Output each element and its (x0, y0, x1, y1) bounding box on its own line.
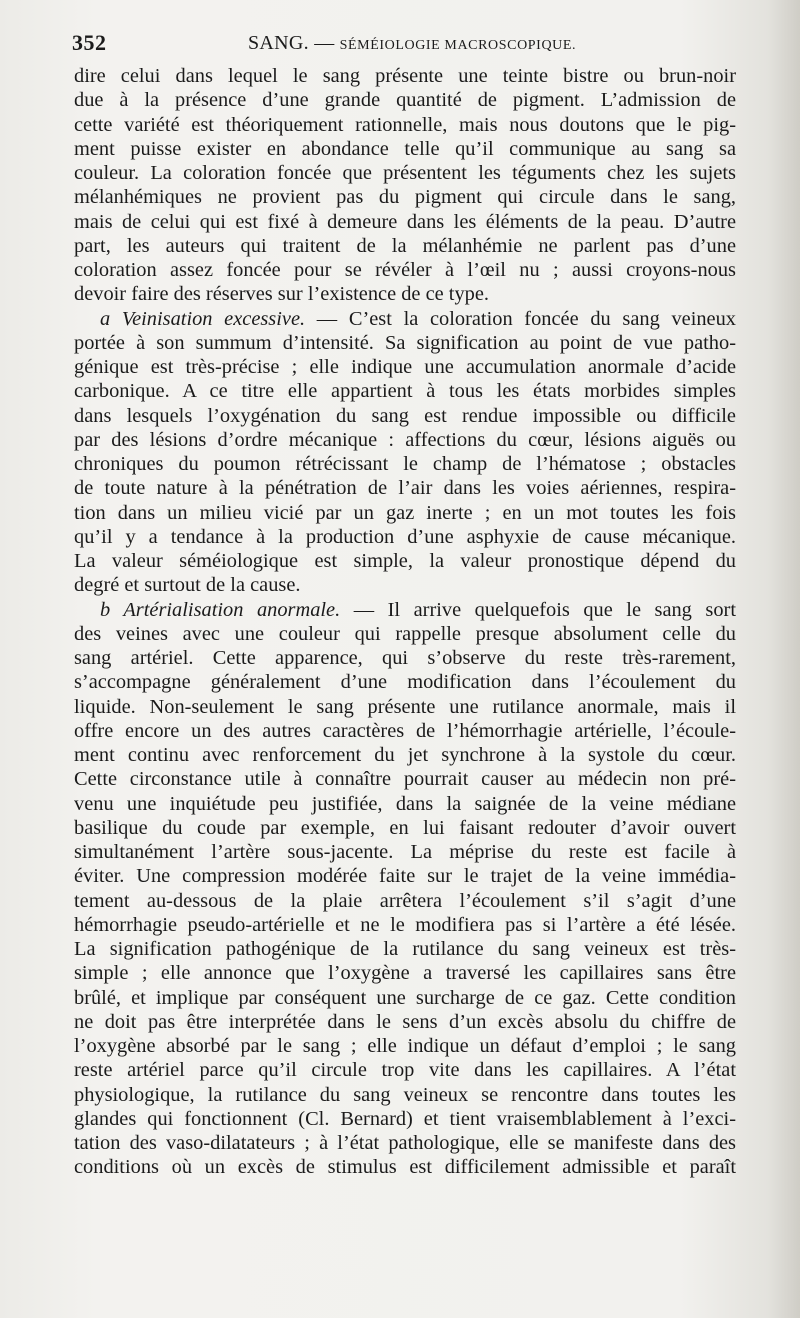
text-line: l’oxygène absorbé par le sang ; elle indique un défaut d’emploi ; le sang (74, 1035, 736, 1057)
page-number: 352 (72, 30, 107, 55)
text-line: carbonique. A ce titre elle appartient à tous les états morbides simples (74, 380, 736, 403)
text-line: due à la présence d’une grande quantité de pigment. L’admission de (74, 89, 736, 112)
text-line: — C’est la coloration foncée du sang veineux (305, 307, 736, 330)
text-line: ne doit pas être interprétée dans le sens d’un excès absolu du chiffre de (74, 1010, 736, 1033)
text-line: brûlé, et implique par conséquent une surcharge de ce gaz. Cette condition (74, 986, 736, 1009)
text-line: mais de celui qui est fixé à demeure dans les éléments de la peau. D’autre (74, 210, 736, 233)
text-line: coloration assez foncée pour se révéler à l’œil nu ; aussi croyons-nous (74, 259, 736, 281)
text-line: mélanhémiques ne provient pas du pigment qui circule dans le sang, (74, 186, 736, 209)
text-line: liquide. Non-seulement le sang présente une rutilance anormale, mais il (74, 695, 736, 718)
text-line: glandes qui fonctionnent (Cl. Bernard) et tient vraisemblablement à l’exci- (74, 1107, 736, 1130)
text-line: — Il arrive quelquefois que le sang sort (340, 598, 736, 621)
text-line: physiologique, la rutilance du sang veineux se rencontre dans toutes les (74, 1083, 736, 1106)
text-line: chroniques du poumon rétrécissant le champ de l’hématose ; obstacles (74, 453, 736, 475)
text-line: La signification pathogénique de la rutilance du sang veineux est très- (74, 938, 736, 960)
text-line: Cette circonstance utile à connaître pourrait causer au médecin non pré- (74, 768, 736, 791)
section-heading-b: b Artérialisation anormale. (100, 598, 341, 621)
text-line: tion dans un milieu vicié par un gaz inerte ; en un mot toutes les fois (74, 501, 736, 524)
text-line: reste artériel parce qu’il circule trop vite dans les capillaires. A l’état (74, 1059, 736, 1082)
text-line: s’accompagne généralement d’une modification dans l’écoulement du (74, 671, 736, 694)
text-line: qu’il y a tendance à la production d’une asphyxie de cause mécanique. (74, 525, 736, 548)
body-text (74, 64, 736, 1180)
text-line: couleur. La coloration foncée que présentent les téguments chez les sujets (74, 162, 736, 184)
text-line: part, les auteurs qui traitent de la mélanhémie ne parlent pas d’une (74, 234, 736, 257)
text-line: basilique du coude par exemple, en lui faisant redouter d’avoir ouvert (74, 816, 736, 839)
paragraph-veinisation (74, 307, 736, 598)
intro-paragraph (74, 64, 736, 307)
text-line: simple ; elle annonce que l’oxygène a traversé les capillaires sans être (74, 962, 736, 985)
text-line: éviter. Une compression modérée faite sur le trajet de la veine immédia- (74, 865, 736, 888)
text-line: sang artériel. Cette apparence, qui s’observe du reste très-rarement, (74, 647, 736, 669)
text-line: génique est très-précise ; elle indique une accumulation anormale d’acide (74, 356, 736, 378)
text-line: devoir faire des réserves sur l’existence de ce type. (74, 283, 489, 306)
running-title (248, 32, 576, 55)
page-header (72, 30, 752, 58)
text-line: de toute nature à la pénétration de l’air dans les voies aériennes, respira- (74, 477, 736, 500)
text-line: cette variété est théoriquement rationnelle, mais nous doutons que le pig- (74, 113, 736, 136)
section-heading-a: a Veinisation excessive. (100, 307, 306, 330)
text-line: portée à son summum d’intensité. Sa signification au point de vue patho- (74, 331, 736, 354)
text-line: hémorrhagie pseudo-artérielle et ne le modifiera pas si l’artère a été lésée. (74, 913, 736, 936)
text-line: degré et surtout de la cause. (74, 574, 301, 597)
text-line: La valeur séméiologique est simple, la valeur pronostique dépend du (74, 550, 736, 572)
running-title-sub: SÉMÉIOLOGIE MACROSCOPIQUE. (339, 38, 577, 53)
text-line: simultanément l’artère sous-jacente. La méprise du reste est facile à (74, 841, 736, 863)
text-line: tation des vaso-dilatateurs ; à l’état pathologique, elle se manifeste dans des (74, 1132, 736, 1154)
paragraph-first-line (74, 598, 736, 622)
text-line: tement au-dessous de la plaie arrêtera l’écoulement s’il s’agit d’une (74, 889, 736, 912)
paragraph-arterialisation (74, 598, 736, 1180)
text-line: dans lesquels l’oxygénation du sang est rendue impossible ou difficile (74, 404, 736, 427)
running-title-main: SANG. — (248, 32, 335, 54)
text-line: des veines avec une couleur qui rappelle presque absolument celle du (74, 622, 736, 645)
text-line: par des lésions d’ordre mécanique : affections du cœur, lésions aiguës ou (74, 428, 736, 451)
paragraph-first-line (74, 307, 736, 331)
text-line: offre encore un des autres caractères de l’hémorrhagie artérielle, l’écoule- (74, 719, 736, 742)
text-line: venu une inquiétude peu justifiée, dans la saignée de la veine médiane (74, 792, 736, 815)
text-line: conditions où un excès de stimulus est difficilement admissible et paraît (74, 1156, 736, 1179)
text-line: ment puisse exister en abondance telle qu’il communique au sang sa (74, 137, 736, 160)
text-line: dire celui dans lequel le sang présente une teinte bistre ou brun-noir (74, 65, 736, 87)
text-line: ment continu avec renforcement du jet synchrone à la systole du cœur. (74, 744, 736, 766)
